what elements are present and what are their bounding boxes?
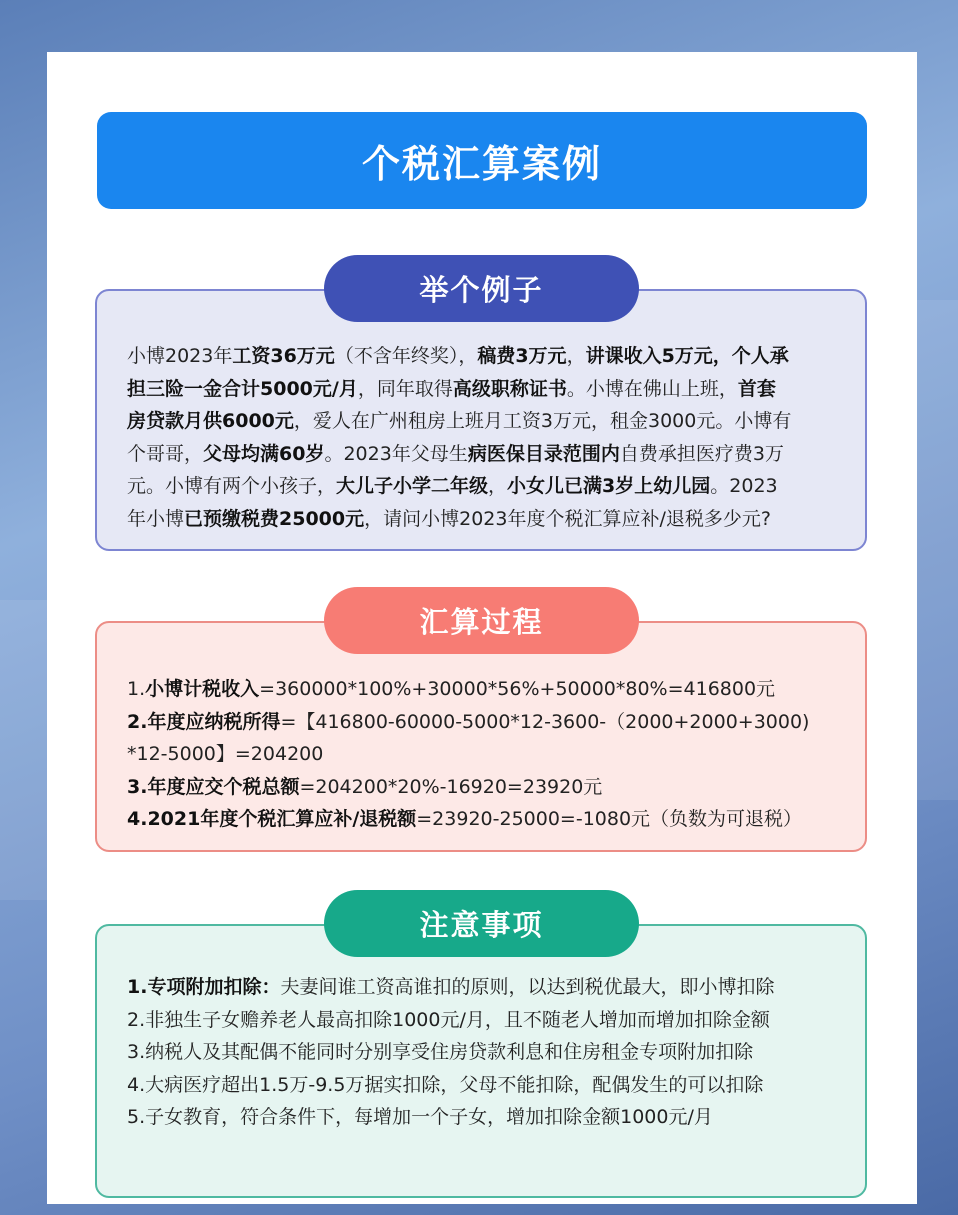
text-segment: 1. (127, 678, 146, 700)
text-segment: 小博2023年 (127, 345, 233, 367)
text-segment: 4.大病医疗超出1.5万-9.5万据实扣除，父母不能扣除，配偶发生的可以扣除 (127, 1073, 764, 1096)
text-segment: 2.非独生子女赡养老人最高扣除1000元/月，且不随老人增加而增加扣除金额 (127, 1008, 770, 1031)
example-heading: 举个例子 (324, 255, 639, 322)
text-line (127, 971, 839, 1004)
calculation-heading: 汇算过程 (324, 587, 639, 654)
bold-text: 讲课收入5万元，个人承 (585, 345, 789, 367)
text-line (127, 503, 835, 536)
text-line (127, 1101, 839, 1134)
text-segment: =204200*20%-16920=23920元 (299, 775, 603, 798)
text-segment: =23920-25000=-1080元（负数为可退税） (416, 808, 803, 830)
text-line (127, 803, 839, 836)
text-segment: （不含年终奖）， (334, 345, 478, 367)
bold-text: 3.年度应交个税总额 (127, 775, 300, 798)
notes-text (127, 971, 839, 1134)
text-line (127, 673, 839, 706)
text-line (127, 1069, 839, 1102)
bold-text: 小博计税收入 (145, 678, 260, 700)
text-segment: 自费承担医疗费3万 (619, 442, 784, 465)
text-segment: 年小博 (127, 507, 185, 530)
bold-text: 大儿子小学二年级 (336, 475, 489, 497)
bold-text: 已预缴税费25000元 (184, 507, 365, 530)
poster-card (47, 52, 917, 1204)
notes-heading: 注意事项 (324, 890, 639, 957)
background-shape (917, 300, 958, 800)
text-line (127, 438, 835, 471)
text-segment: *12-5000】=204200 (127, 743, 324, 765)
text-segment: 5.子女教育，符合条件下，每增加一个子女，增加扣除金额1000元/月 (127, 1106, 713, 1128)
bold-text: 首套 (737, 377, 776, 400)
text-line (127, 738, 839, 771)
text-segment: ， (566, 345, 586, 367)
text-segment: 。2023 (710, 475, 778, 497)
text-segment: 元。小博有两个小孩子， (127, 475, 337, 497)
bold-text: 2.年度应纳税所得 (127, 710, 281, 733)
text-segment: 3.纳税人及其配偶不能同时分别享受住房贷款利息和住房租金专项附加扣除 (127, 1041, 754, 1063)
bold-text: 高级职称证书 (452, 377, 567, 400)
text-line (127, 771, 839, 804)
text-line (127, 1036, 839, 1069)
text-line (127, 405, 835, 438)
example-text (127, 340, 835, 535)
text-segment: 。2023年父母生 (324, 442, 468, 465)
bold-text: 房贷款月供6000元 (127, 410, 294, 432)
bold-text: 小女儿已满3岁上幼儿园 (507, 475, 711, 497)
background-shape (0, 600, 47, 900)
text-segment: ，请问小博2023年度个税汇算应补/退税多少元? (364, 507, 771, 530)
text-segment: ，爱人在广州租房上班月工资3万元，租金3000元。小博有 (293, 410, 792, 432)
text-line (127, 706, 839, 739)
bold-text: 担三险一金合计5000元/月 (127, 377, 358, 400)
text-segment: ，同年取得 (357, 377, 453, 400)
text-segment: =【416800-60000-5000*12-3600-（2000+2000+3000) (280, 710, 810, 733)
text-segment: =360000*100%+30000*56%+50000*80%=416800元 (259, 678, 776, 700)
text-segment: 。小博在佛山上班， (566, 377, 738, 400)
text-segment: 夫妻间谁工资高谁扣的原则，以达到税优最大，即小博扣除 (280, 976, 775, 998)
calculation-text (127, 673, 839, 836)
text-line (127, 1004, 839, 1037)
text-line (127, 470, 835, 503)
bold-text: 工资36万元 (232, 345, 335, 367)
bold-text: 1.专项附加扣除： (127, 976, 281, 998)
text-line (127, 340, 835, 373)
bold-text: 稿费3万元 (477, 345, 567, 367)
bold-text: 病医保目录范围内 (467, 442, 620, 465)
text-segment: 个哥哥， (127, 442, 204, 465)
bold-text: 4.2021年度个税汇算应补/退税额 (127, 808, 417, 830)
page-title: 个税汇算案例 (97, 112, 867, 209)
text-line (127, 373, 835, 406)
text-segment: ， (488, 475, 508, 497)
bold-text: 父母均满60岁 (203, 442, 325, 465)
